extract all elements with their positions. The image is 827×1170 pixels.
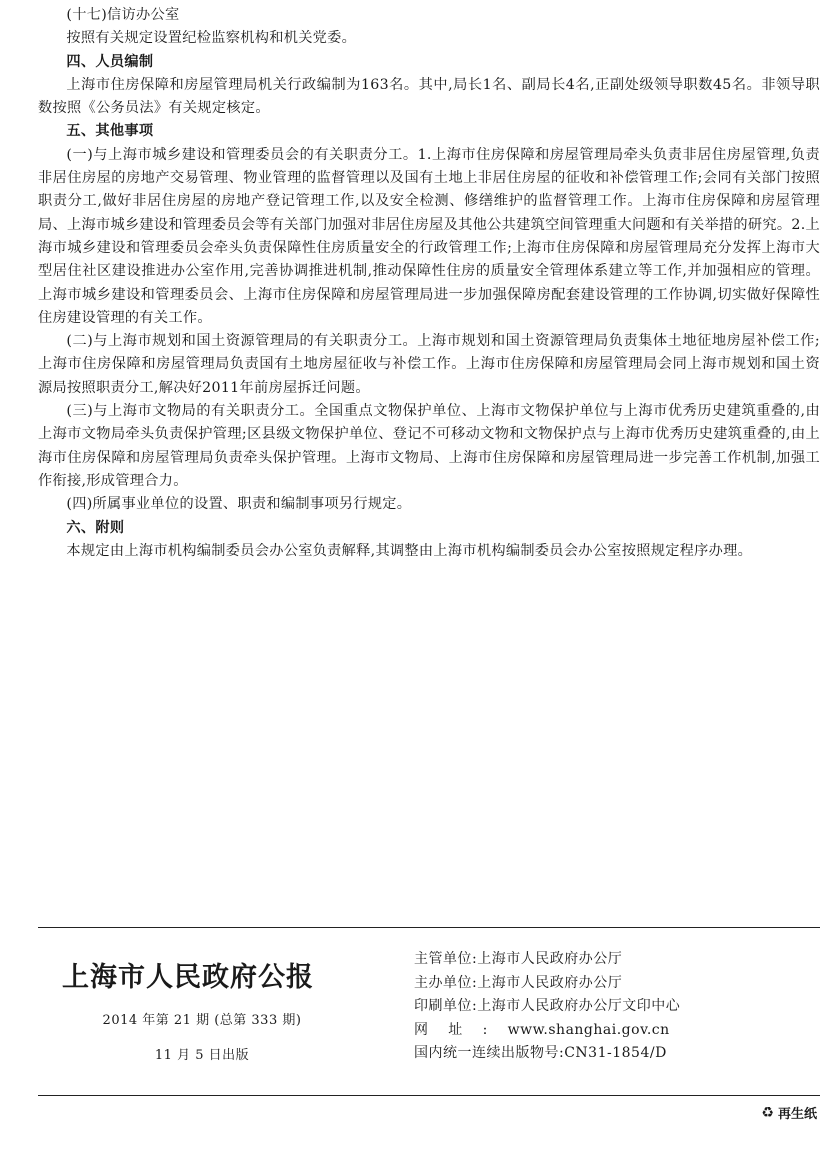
section-5-heading: 五、其他事项: [66, 123, 154, 140]
section-17-title: (十七)信访办公室: [66, 7, 180, 23]
info-printer-value: 上海市人民政府办公厅文印中心: [477, 998, 681, 1014]
masthead-top-rule: [38, 927, 820, 928]
section-6-text: 本规定由上海市机构编制委员会办公室负责解释,其调整由上海市机构编制委员会办公室按照规定程序办理。: [66, 542, 753, 559]
section-5-item-2: (二)与上海市规划和国土资源管理局的有关职责分工。上海市规划和国土资源管理局负责集体土地征地房屋补偿工作;上海市住房保障和房屋管理局负责国有土地房屋征收与补偿工作。上海市住房保障和房屋管理局会同上海市规划和国土资源局按照职责分工,解决好2011年前房屋拆迁问题。: [38, 333, 820, 396]
info-sponsor-value: 上海市人民政府办公厅: [477, 974, 623, 991]
recycle-icon: ♻: [761, 1104, 774, 1121]
publication-info: [414, 948, 814, 1066]
section-4-heading: 四、人员编制: [66, 53, 154, 70]
masthead-bottom-rule: [38, 1095, 820, 1096]
info-supervisor-value: 上海市人民政府办公厅: [477, 951, 623, 967]
info-sponsor: [414, 972, 814, 996]
info-printer-label: 印刷单位:: [414, 998, 478, 1014]
publication-date: 11 月 5 日出版: [154, 1048, 250, 1063]
info-issn-value: CN31-1854/D: [564, 1045, 667, 1061]
section-5-item-4: (四)所属事业单位的设置、职责和编制事项另行规定。: [66, 496, 412, 513]
section-4-text: 上海市住房保障和房屋管理局机关行政编制为163名。其中,局长1名、副局长4名,正副处级领导职数45名。非领导职数按照《公务员法》有关规定核定。: [38, 76, 820, 117]
info-printer: [414, 995, 814, 1019]
section-6-heading: 六、附则: [66, 519, 125, 536]
recycled-paper-label: 再生纸: [777, 1107, 817, 1122]
info-sponsor-label: 主办单位:: [414, 974, 478, 991]
recycled-paper-mark: [761, 1103, 817, 1122]
section-17-text: 按照有关规定设置纪检监察机构和机关党委。: [66, 30, 357, 47]
section-5-item-1: (一)与上海市城乡建设和管理委员会的有关职责分工。1.上海市住房保障和房屋管理局牵头负责非居住房屋管理,负责非居住房屋的房地产交易管理、物业管理的监督管理以及国有土地上非居住房屋的征收和补偿管理工作;会同有关部门按照职责分工,做好非居住房屋的房地产登记管理工作,以及安全检测、修缮维护的监督管理工作。上海市住房保障和房屋管理局、上海市城乡建设和管理委员会等有关部门加强对非居住房屋及其他公共建筑空间管理重大问题和有关举措的研究。2.上海市城乡建设和管理委员会牵头负责保障性住房质量安全的行政管理工作;上海市住房保障和房屋管理局充分发挥上海市大型居住社区建设推进办公室作用,完善协调推进机制,推动保障性住房的质量安全管理体系建立等工作,并加强相应的管理。上海市城乡建设和管理委员会、上海市住房保障和房屋管理局进一步加强保障房配套建设管理的工作协调,切实做好保障性住房建设管理的有关工作。: [38, 146, 820, 326]
info-website: [414, 1019, 814, 1043]
info-website-label: 网址:: [414, 1021, 508, 1038]
info-website-value: www.shanghai.gov.cn: [507, 1021, 670, 1038]
issue-number: 2014 年第 21 期 (总第 333 期): [102, 1013, 302, 1028]
info-supervisor: [414, 948, 814, 972]
section-5-item-3: (三)与上海市文物局的有关职责分工。全国重点文物保护单位、上海市文物保护单位与上海市优秀历史建筑重叠的,由上海市文物局牵头负责保护管理;区县级文物保护单位、登记不可移动文物和文物保护点与上海市优秀历史建筑重叠的,由上海市住房保障和房屋管理局负责牵头保护管理。上海市文物局、上海市住房保障和房屋管理局进一步完善工作机制,加强工作衔接,形成管理合力。: [38, 403, 820, 489]
info-issn: [414, 1042, 814, 1066]
info-supervisor-label: 主管单位:: [414, 951, 478, 967]
gazette-title: 上海市人民政府公报: [62, 962, 314, 993]
document-body: [38, 4, 820, 563]
info-issn-label: 国内统一连续出版物号:: [414, 1045, 565, 1061]
